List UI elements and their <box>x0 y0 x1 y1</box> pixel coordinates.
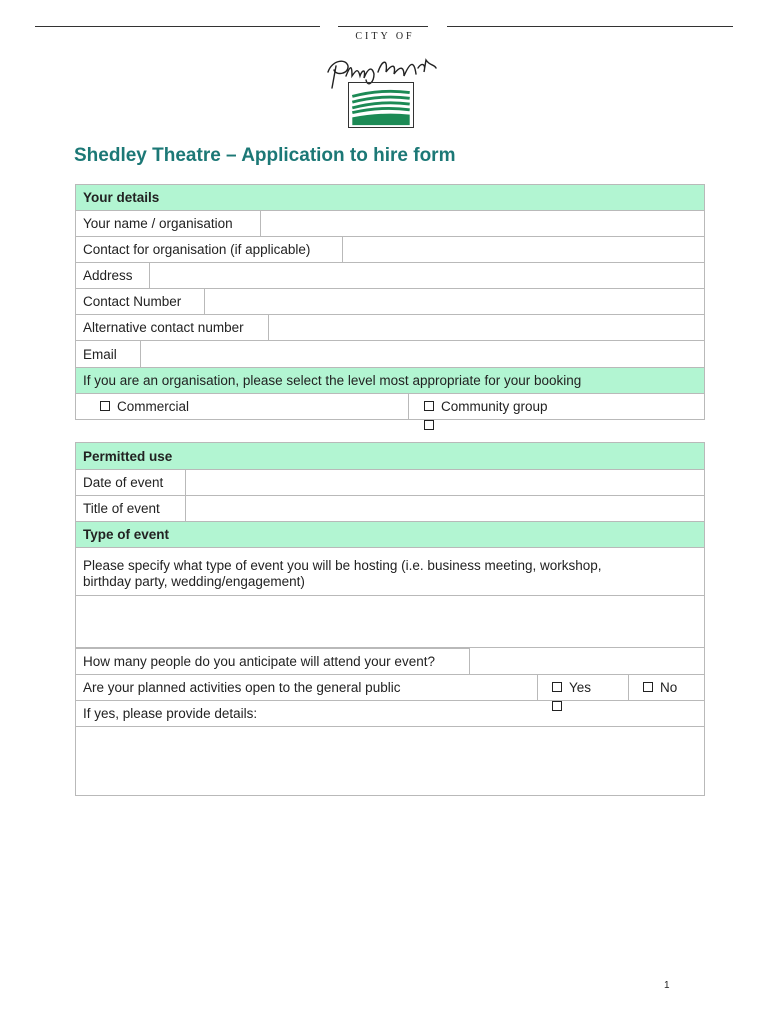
playford-logo-mark <box>348 82 414 128</box>
org-level-row <box>76 394 705 420</box>
no-label: No <box>660 680 678 695</box>
commercial-label: Commercial <box>117 399 190 414</box>
details-label: If yes, please provide details: <box>76 701 705 727</box>
details-input[interactable] <box>76 727 705 796</box>
contact-number-table <box>75 288 705 315</box>
commercial-option[interactable] <box>76 394 409 420</box>
contact-row <box>76 237 705 263</box>
type-answer-input[interactable] <box>76 596 705 649</box>
header-rule-right <box>447 26 733 27</box>
details-label-row <box>76 701 705 727</box>
alt-number-label: Alternative contact number <box>76 315 269 341</box>
event-title-input[interactable] <box>186 496 705 522</box>
attendance-row <box>76 648 705 675</box>
alt-number-input[interactable] <box>269 315 705 341</box>
attendance-label: How many people do you anticipate will attend your event? <box>76 648 470 675</box>
attendance-table <box>75 647 705 675</box>
commercial-checkbox[interactable] <box>100 401 110 411</box>
contact-label: Contact for organisation (if applicable) <box>76 237 343 263</box>
org-level-table <box>75 393 705 420</box>
permitted-use-heading: Permitted use <box>76 443 705 470</box>
contact-number-input[interactable] <box>205 289 705 315</box>
name-input[interactable] <box>261 211 705 237</box>
email-table <box>75 340 705 394</box>
community-checkbox-extra[interactable] <box>424 420 434 430</box>
page-number: 1 <box>664 980 670 991</box>
contact-table <box>75 236 705 263</box>
type-answer-row <box>76 596 705 649</box>
email-label: Email <box>76 341 141 368</box>
open-public-table <box>75 674 705 701</box>
permitted-use-header-row <box>76 443 705 470</box>
event-title-label: Title of event <box>76 496 186 522</box>
your-details-header-row <box>76 185 705 211</box>
type-prompt: Please specify what type of event you will be hosting (i.e. business meeting, workshop, birthday party, wedding/engagement) <box>76 548 705 596</box>
logo-city-of: CITY OF <box>355 31 415 42</box>
attendance-input[interactable] <box>470 648 705 675</box>
contact-number-label: Contact Number <box>76 289 205 315</box>
alt-number-table <box>75 314 705 341</box>
type-prompt-row <box>76 548 705 596</box>
org-note-row <box>76 368 705 394</box>
yes-option[interactable] <box>538 675 629 701</box>
org-note: If you are an organisation, please select the level most appropriate for your booking <box>76 368 705 394</box>
event-title-row <box>76 496 705 522</box>
name-label: Your name / organisation <box>76 211 261 237</box>
date-label: Date of event <box>76 470 186 496</box>
date-input[interactable] <box>186 470 705 496</box>
yes-label: Yes <box>569 680 592 695</box>
address-input[interactable] <box>150 263 705 289</box>
type-header-row <box>76 522 705 548</box>
yes-checkbox[interactable] <box>552 682 562 692</box>
page-title: Shedley Theatre – Application to hire form <box>74 145 456 166</box>
community-option[interactable] <box>409 394 705 420</box>
alt-number-row <box>76 315 705 341</box>
address-label: Address <box>76 263 150 289</box>
header-rule-mid <box>338 26 428 27</box>
address-table <box>75 262 705 289</box>
details-table <box>75 700 705 796</box>
email-input[interactable] <box>141 341 705 368</box>
name-row <box>76 211 705 237</box>
permitted-use-table <box>75 442 705 649</box>
your-details-table <box>75 184 705 237</box>
open-public-row <box>76 675 705 701</box>
open-public-label: Are your planned activities open to the general public <box>76 675 538 701</box>
type-heading: Type of event <box>76 522 705 548</box>
header-rule-left <box>35 26 320 27</box>
your-details-heading: Your details <box>76 185 705 211</box>
contact-input[interactable] <box>343 237 705 263</box>
community-label: Community group <box>441 399 548 414</box>
date-row <box>76 470 705 496</box>
address-row <box>76 263 705 289</box>
no-option[interactable] <box>629 675 705 701</box>
no-checkbox[interactable] <box>643 682 653 692</box>
contact-number-row <box>76 289 705 315</box>
details-answer-row <box>76 727 705 796</box>
email-row <box>76 341 705 368</box>
community-checkbox[interactable] <box>424 401 434 411</box>
